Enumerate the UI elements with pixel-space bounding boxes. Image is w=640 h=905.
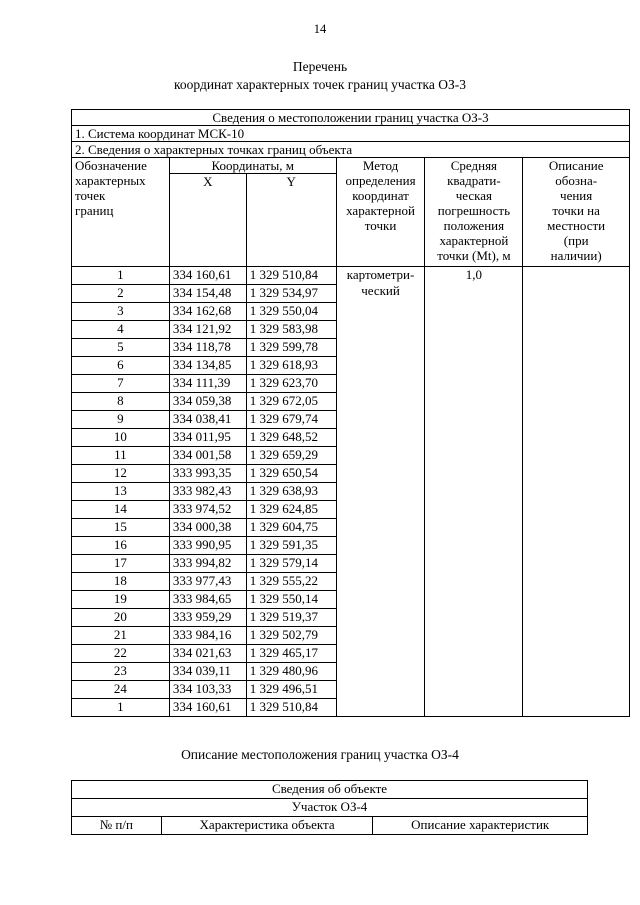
point-number: 21	[72, 627, 170, 645]
table-title: Сведения о местоположении границ участка ОЗ-3	[72, 110, 630, 126]
point-number: 3	[72, 303, 170, 321]
coordinate-x: 334 011,95	[169, 429, 246, 447]
coordinate-x: 333 959,29	[169, 609, 246, 627]
coordinate-y: 1 329 623,70	[246, 375, 336, 393]
point-number: 1	[72, 699, 170, 717]
point-number: 9	[72, 411, 170, 429]
description-value	[523, 267, 630, 717]
coordinate-y: 1 329 555,22	[246, 573, 336, 591]
point-number: 20	[72, 609, 170, 627]
point-number: 16	[72, 537, 170, 555]
point-number: 8	[72, 393, 170, 411]
point-number: 17	[72, 555, 170, 573]
coordinate-y: 1 329 550,14	[246, 591, 336, 609]
header-y: Y	[246, 174, 336, 267]
coordinate-y: 1 329 519,37	[246, 609, 336, 627]
coordinate-x: 333 993,35	[169, 465, 246, 483]
coordinate-x: 333 994,82	[169, 555, 246, 573]
point-number: 2	[72, 285, 170, 303]
object-table	[71, 780, 588, 835]
object-info-title: Сведения об объекте	[72, 781, 588, 799]
point-number: 15	[72, 519, 170, 537]
header-designation: Обозначение характерных точек границ	[72, 158, 170, 267]
point-number: 4	[72, 321, 170, 339]
coordinate-x: 333 982,43	[169, 483, 246, 501]
coordinate-x: 334 103,33	[169, 681, 246, 699]
coordinate-y: 1 329 496,51	[246, 681, 336, 699]
coordinate-y: 1 329 502,79	[246, 627, 336, 645]
coordinate-system: 1. Система координат МСК-10	[72, 126, 630, 142]
coordinate-x: 334 021,63	[169, 645, 246, 663]
point-number: 7	[72, 375, 170, 393]
coordinate-y: 1 329 534,97	[246, 285, 336, 303]
coordinate-y: 1 329 480,96	[246, 663, 336, 681]
coordinate-y: 1 329 510,84	[246, 267, 336, 285]
error-value: 1,0	[425, 267, 523, 717]
coordinate-x: 333 974,52	[169, 501, 246, 519]
point-number: 5	[72, 339, 170, 357]
coordinates-body	[72, 267, 630, 717]
header-method: Метод определения координат характерной точки	[336, 158, 425, 267]
point-number: 1	[72, 267, 170, 285]
coordinate-y: 1 329 650,54	[246, 465, 336, 483]
point-number: 6	[72, 357, 170, 375]
coordinate-x: 334 111,39	[169, 375, 246, 393]
coordinate-y: 1 329 579,14	[246, 555, 336, 573]
coordinate-y: 1 329 510,84	[246, 699, 336, 717]
coordinate-x: 333 984,65	[169, 591, 246, 609]
coordinate-x: 334 038,41	[169, 411, 246, 429]
coordinate-x: 334 154,48	[169, 285, 246, 303]
coordinate-y: 1 329 550,04	[246, 303, 336, 321]
header-coordinates: Координаты, м	[169, 158, 336, 174]
method-value: картометри- ческий	[336, 267, 425, 717]
header-x: X	[169, 174, 246, 267]
coordinate-x: 333 990,95	[169, 537, 246, 555]
point-number: 24	[72, 681, 170, 699]
page-number: 14	[313, 22, 327, 36]
header-description: Описание обозна- чения точки на местности (при наличии)	[523, 158, 630, 267]
object-name: Участок ОЗ-4	[72, 799, 588, 817]
coordinate-x: 334 059,38	[169, 393, 246, 411]
point-number: 12	[72, 465, 170, 483]
coordinate-y: 1 329 672,05	[246, 393, 336, 411]
coordinate-x: 334 134,85	[169, 357, 246, 375]
coordinate-y: 1 329 465,17	[246, 645, 336, 663]
coordinate-x: 334 118,78	[169, 339, 246, 357]
coordinates-table	[71, 109, 630, 717]
header-number: № п/п	[72, 817, 162, 835]
coordinate-x: 334 001,58	[169, 447, 246, 465]
heading-title: Перечень	[292, 59, 348, 74]
coordinate-y: 1 329 679,74	[246, 411, 336, 429]
coordinate-x: 334 162,68	[169, 303, 246, 321]
point-number: 13	[72, 483, 170, 501]
coordinate-x: 333 984,16	[169, 627, 246, 645]
coordinate-y: 1 329 638,93	[246, 483, 336, 501]
coordinate-y: 1 329 648,52	[246, 429, 336, 447]
coordinate-y: 1 329 618,93	[246, 357, 336, 375]
coordinate-x: 334 160,61	[169, 699, 246, 717]
coordinate-y: 1 329 591,35	[246, 537, 336, 555]
header-characteristic: Характеристика объекта	[161, 817, 373, 835]
point-number: 14	[72, 501, 170, 519]
coordinate-x: 334 039,11	[169, 663, 246, 681]
coordinate-x: 334 160,61	[169, 267, 246, 285]
point-number: 22	[72, 645, 170, 663]
coordinate-x: 333 977,43	[169, 573, 246, 591]
point-number: 18	[72, 573, 170, 591]
coordinate-y: 1 329 583,98	[246, 321, 336, 339]
coordinate-y: 1 329 624,85	[246, 501, 336, 519]
header-error: Средняя квадрати- ческая погрешность положения характерной точки (Mt), м	[425, 158, 523, 267]
heading-section-2: Описание местоположения границ участка ОЗ-4	[181, 747, 459, 762]
header-characteristic-description: Описание характеристик	[373, 817, 588, 835]
table-row	[72, 267, 630, 285]
coordinate-y: 1 329 659,29	[246, 447, 336, 465]
coordinate-x: 334 121,92	[169, 321, 246, 339]
coordinate-y: 1 329 599,78	[246, 339, 336, 357]
point-number: 10	[72, 429, 170, 447]
coordinate-y: 1 329 604,75	[246, 519, 336, 537]
point-number: 23	[72, 663, 170, 681]
section-title: 2. Сведения о характерных точках границ объекта	[72, 142, 630, 158]
coordinate-x: 334 000,38	[169, 519, 246, 537]
point-number: 19	[72, 591, 170, 609]
point-number: 11	[72, 447, 170, 465]
heading-subtitle: координат характерных точек границ участка ОЗ-3	[174, 77, 466, 92]
